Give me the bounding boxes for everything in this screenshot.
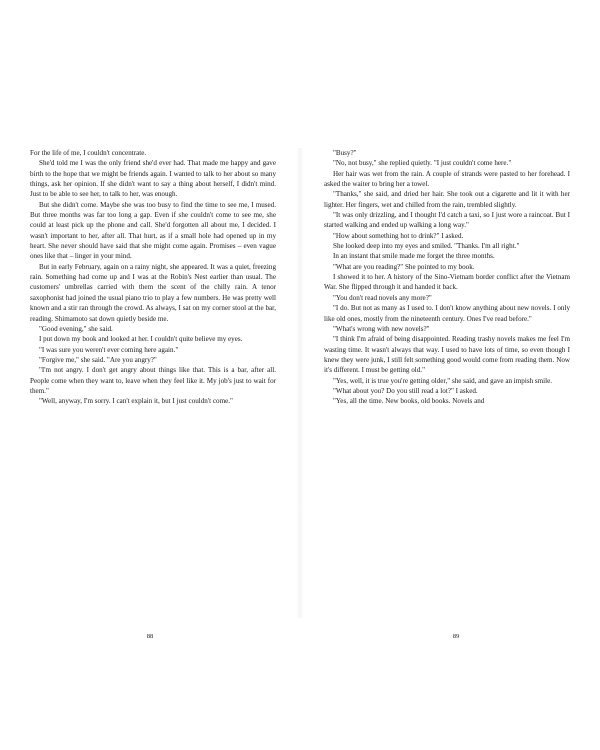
paragraph: "Yes, well, it is true you're getting older," she said, and gave an impish smile. (333, 376, 553, 385)
paragraph: "What's wrong with new novels?" (333, 324, 430, 333)
paragraph: "I think I'm afraid of being disappointed. Reading trashy novels makes me feel I'm wasting time. It wasn't always that way. I used to have lots of time, so even though I knew they were junk, I still felt something good would come from reading them. Now it's different. I must be getting old." (324, 335, 570, 375)
paragraph: "I do. But not as many as I used to. I don't know anything about new novels. I only like old ones, mostly from the nineteenth century. Ones I've read before." (324, 304, 570, 323)
paragraph: Her hair was wet from the rain. A couple of strands were pasted to her forehead. I asked the waiter to bring her a towel. (324, 169, 570, 189)
paragraph: "No, not busy," she replied quietly. "I just couldn't come here." (333, 159, 512, 168)
paragraph: For the life of me, I couldn't concentrate. (30, 149, 147, 157)
paragraph: "What about you? Do you still read a lot?" I asked. (333, 386, 478, 395)
paragraph: "I was sure you weren't ever coming here again." (39, 345, 179, 354)
paragraph: "What are you reading?" She pointed to my book. (333, 262, 475, 271)
paragraph: I put down my book and looked at her. I couldn't quite believe my eyes. (39, 335, 243, 344)
book-pages (0, 148, 600, 640)
paragraph: In an instant that smile made me forget the three months. (333, 252, 495, 261)
paragraph: She'd told me I was the only friend she'd ever had. That made me happy and gave birth to the hope that we might be friends again. I wanted to talk to her about so many things, ask her opinion. If she didn't want to say a thing about herself, I didn't mind. Just to be able to see her, to talk to her, was enough. (30, 159, 276, 199)
paragraph: "It was only drizzling, and I thought I'd catch a taxi, so I just wore a raincoat. But I started walking and ended up walking a long way." (324, 211, 570, 230)
paragraph: "You don't read novels any more?" (333, 293, 432, 302)
right-page (300, 148, 600, 640)
right-page-text (324, 148, 570, 407)
paragraph: "Busy?" (333, 149, 357, 157)
paragraph: But she didn't come. Maybe she was too busy to find the time to see me, I mused. But three months was far too long a gap. Even if she couldn't come to see me, she could at least pick up the phone and call. She'd forgotten all about me, I decided. I wasn't important to her, after all. That hurt, as if a small hole had opened up in my heart. She never should have said that she might come again. Promises – even vague ones like that – linger in your mind. (30, 200, 276, 261)
left-page (0, 148, 300, 640)
paragraph: "Well, anyway, I'm sorry. I can't explain it, but I just couldn't come." (39, 397, 233, 406)
left-page-text (30, 148, 276, 407)
paragraph: "Yes, all the time. New books, old books. Novels and (333, 397, 485, 406)
paragraph: "Thanks," she said, and dried her hair. She took out a cigarette and lit it with her lighter. Her fingers, wet and chilled from the rain, trembled slightly. (324, 190, 570, 209)
paragraph: "I'm not angry. I don't get angry about things like that. This is a bar, after all. People come when they want to, leave when they feel like it. My job's just to wait for them." (30, 366, 276, 395)
paragraph: She looked deep into my eyes and smiled. "Thanks. I'm all right." (333, 242, 520, 251)
page-number: 89 (452, 633, 460, 640)
paragraph: "How about something hot to drink?" I asked. (333, 231, 464, 240)
paragraph: "Forgive me," she said. "Are you angry?" (39, 355, 157, 364)
page-number: 88 (146, 633, 154, 640)
paragraph: I showed it to her. A history of the Sino-Vietnam border conflict after the Vietnam War. She flipped through it and handed it back. (324, 273, 570, 292)
paragraph: But in early February, again on a rainy night, she appeared. It was a quiet, freezing rain. Something had come up and I was at the Robin's Nest earlier than usual. The customers' umbrellas carried with them the scent of the chilly rain. A tenor saxophonist had joined the usual piano trio to play a few numbers. He was pretty well known and a stir ran through the crowd. As always, I sat on my corner stool at the bar, reading. Shimamoto sat down quietly beside me. (30, 262, 276, 323)
paragraph: "Good evening," she said. (39, 324, 113, 333)
